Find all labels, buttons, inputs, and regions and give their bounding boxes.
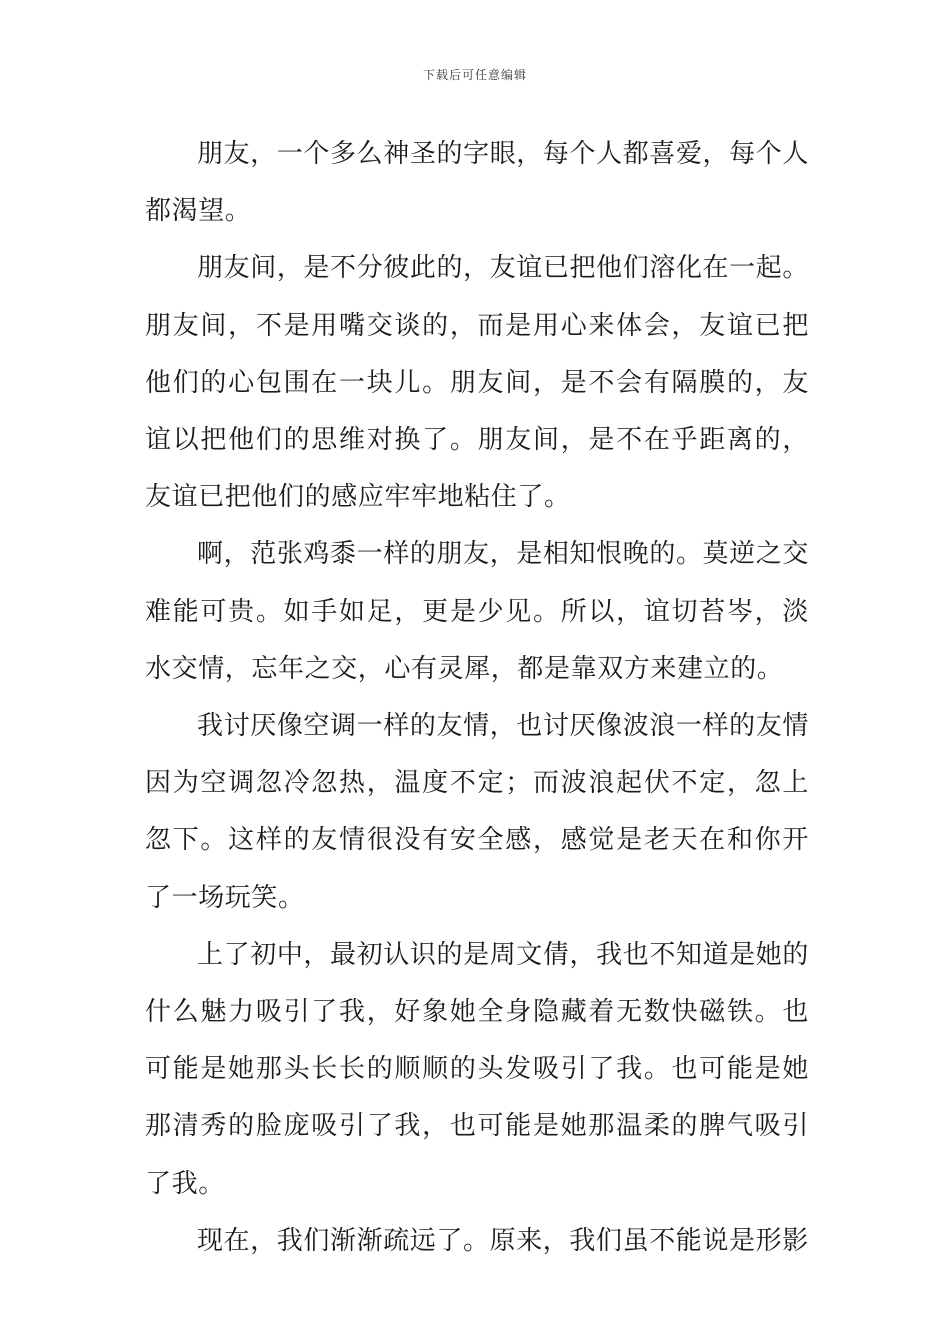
- header-note: 下载后可任意编辑: [422, 68, 527, 82]
- paragraph: 上了初中，最初认识的是周文倩，我也不知道是她的什么魅力吸引了我，好象她全身隐藏着无数快磁铁。也可能是她那头长长的顺顺的头发吸引了我。也可能是她那清秀的脸庞吸引了我，也可能是她那温柔的脾气吸引了我。: [145, 939, 809, 1199]
- paragraph: 朋友，一个多么神圣的字眼，每个人都喜爱，每个人都渴望。: [145, 139, 809, 227]
- paragraph: 我讨厌像空调一样的友情，也讨厌像波浪一样的友情因为空调忽冷忽热，温度不定；而波浪起伏不定，忽上忽下。这样的友情很没有安全感，感觉是老天在和你开了一场玩笑。: [145, 711, 809, 913]
- paragraph: 现在，我们渐渐疏远了。原来，我们虽不能说是形影: [197, 1225, 809, 1256]
- paragraph: 朋友间，是不分彼此的，友谊已把他们溶化在一起。朋友间，不是用嘴交谈的，而是用心来体会，友谊已把他们的心包围在一块儿。朋友间，是不会有隔膜的，友谊以把他们的思维对换了。朋友间，是不在乎距离的，友谊已把他们的感应牢牢地粘住了。: [145, 253, 809, 513]
- document-body: [145, 126, 809, 1270]
- paragraph: 啊，范张鸡黍一样的朋友，是相知恨晚的。莫逆之交难能可贵。如手如足，更是少见。所以，谊切苔岑，淡水交情，忘年之交，心有灵犀，都是靠双方来建立的。: [145, 539, 809, 684]
